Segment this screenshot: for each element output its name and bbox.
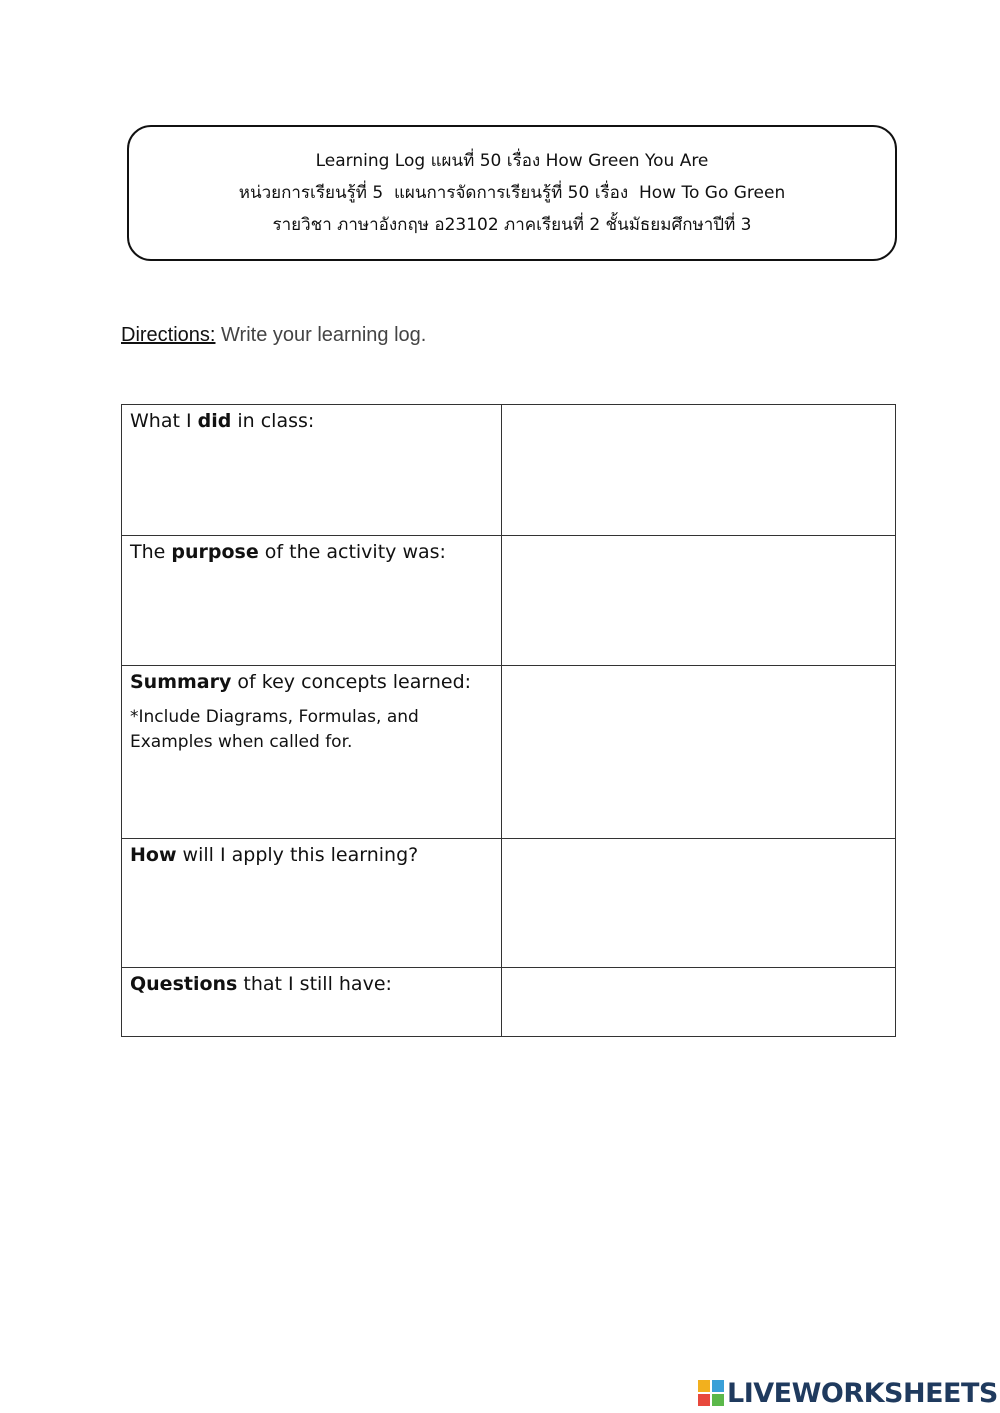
logo-text: LIVEWORKSHEETS (727, 1377, 998, 1409)
prompt-text: The (130, 541, 172, 563)
prompt-note: *Include Diagrams, Formulas, and Examples when called for. (130, 707, 419, 752)
prompt-text: of the activity was: (258, 541, 446, 563)
table-row (122, 405, 896, 536)
prompt-text: in class: (231, 410, 315, 432)
prompt-text: that I still have: (237, 973, 392, 995)
answer-cell[interactable] (502, 536, 896, 666)
prompt-cell (122, 405, 502, 536)
prompt-cell (122, 536, 502, 666)
table-row (122, 536, 896, 666)
answer-cell[interactable] (502, 405, 896, 536)
directions-label: Directions: (121, 324, 216, 346)
answer-cell[interactable] (502, 666, 896, 839)
prompt-keyword: purpose (171, 541, 259, 563)
prompt-keyword: How (130, 844, 177, 866)
liveworksheets-logo (697, 1375, 998, 1411)
prompt-text: will I apply this learning? (176, 844, 419, 866)
title-line-1: Learning Log แผนที่ 50 เรื่อง How Green You Are (315, 151, 709, 171)
prompt-cell (122, 839, 502, 968)
prompt-keyword: Summary (130, 671, 232, 693)
directions (121, 324, 426, 347)
directions-text: Write your learning log. (215, 324, 427, 346)
table-row (122, 839, 896, 968)
prompt-cell (122, 666, 502, 839)
logo-icon (697, 1379, 725, 1407)
title-box (127, 125, 897, 261)
table-row (122, 666, 896, 839)
prompt-keyword: Questions (130, 973, 238, 995)
learning-log-table (121, 404, 896, 1037)
title-line-2: หน่วยการเรียนรู้ที่ 5 แผนการจัดการเรียนรู้ที่ 50 เรื่อง How To Go Green (238, 183, 786, 203)
prompt-text: of key concepts learned: (231, 671, 472, 693)
answer-cell[interactable] (502, 968, 896, 1037)
prompt-text: What I (130, 410, 198, 432)
title-line-3: รายวิชา ภาษาอังกฤษ อ23102 ภาคเรียนที่ 2 ชั้นมัธยมศึกษาปีที่ 3 (272, 215, 752, 235)
table-row (122, 968, 896, 1037)
prompt-keyword: did (197, 410, 232, 432)
answer-cell[interactable] (502, 839, 896, 968)
prompt-cell (122, 968, 502, 1037)
